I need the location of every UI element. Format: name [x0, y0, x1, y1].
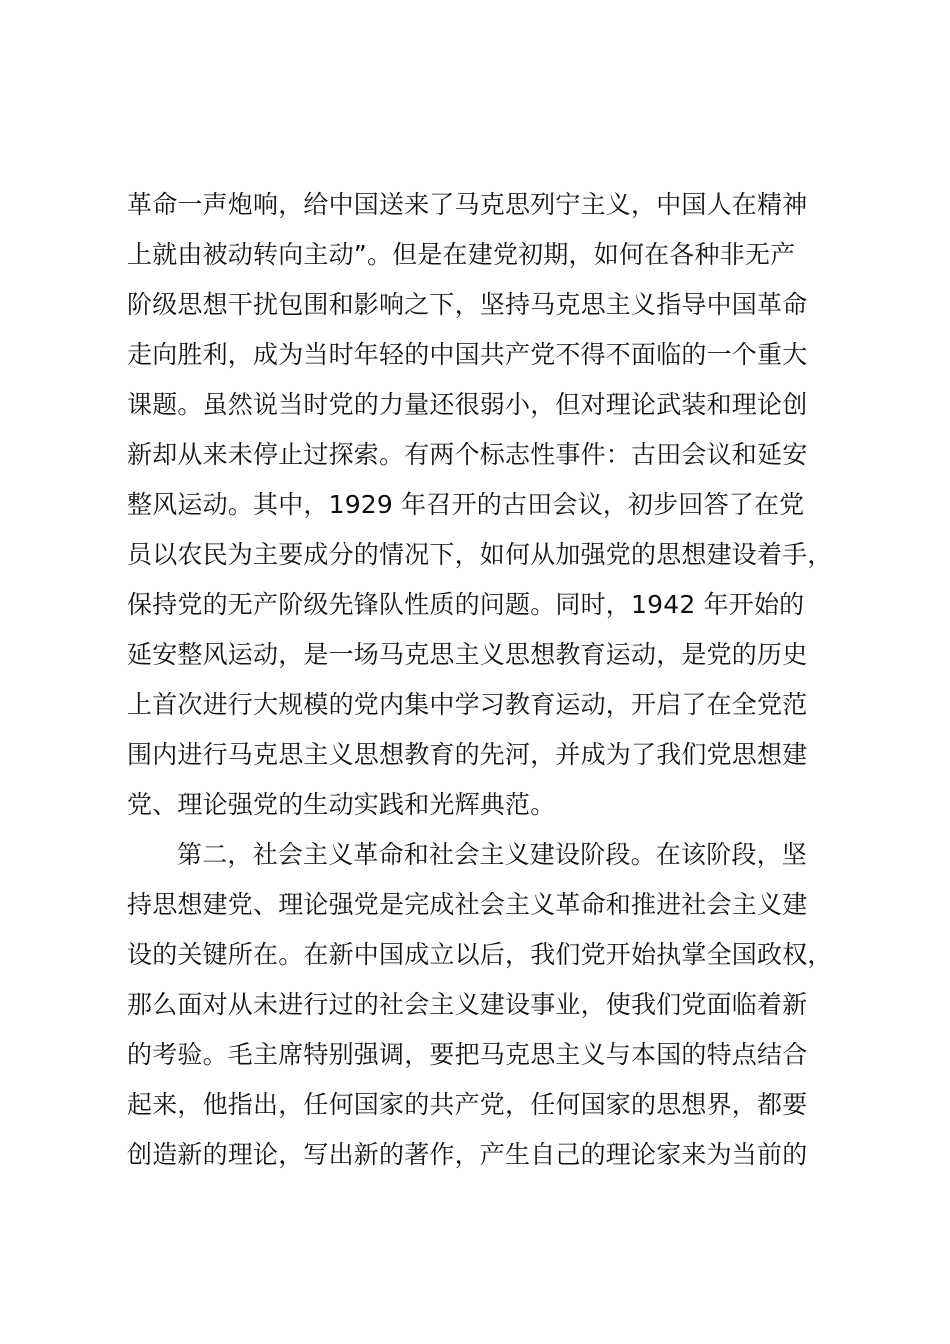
- text-line: 上就由被动转向主动”。但是在建党初期，如何在各种非无产: [127, 240, 796, 269]
- text-line: 革命一声炮响，给中国送来了马克思列宁主义，中国人在精神: [127, 190, 808, 219]
- text-line: 的考验。毛主席特别强调，要把马克思主义与本国的特点结合: [127, 1040, 808, 1069]
- text-line: 课题。虽然说当时党的力量还很弱小，但对理论武装和理论创: [127, 390, 808, 419]
- text-line: 创造新的理论，写出新的著作，产生自己的理论家来为当前的: [127, 1140, 808, 1169]
- paragraph-start-line: 第二，社会主义革命和社会主义建设阶段。在该阶段，坚: [177, 840, 808, 869]
- text-line: 围内进行马克思主义思想教育的先河，并成为了我们党思想建: [127, 740, 808, 769]
- text-line: 党、理论强党的生动实践和光辉典范。: [127, 790, 556, 819]
- text-line: 持思想建党、理论强党是完成社会主义革命和推进社会主义建: [127, 890, 808, 919]
- text-line: 员以农民为主要成分的情况下，如何从加强党的思想建设着手，: [127, 540, 833, 569]
- text-line: 保持党的无产阶级先锋队性质的问题。同时，1942 年开始的: [127, 590, 805, 619]
- text-line: 整风运动。其中，1929 年召开的古田会议，初步回答了在党: [127, 490, 805, 519]
- text-line: 上首次进行大规模的党内集中学习教育运动，开启了在全党范: [127, 690, 808, 719]
- text-line: 那么面对从未进行过的社会主义建设事业，使我们党面临着新: [127, 990, 808, 1019]
- text-line: 起来，他指出，任何国家的共产党，任何国家的思想界，都要: [127, 1090, 808, 1119]
- text-line: 新却从来未停止过探索。有两个标志性事件：古田会议和延安: [127, 440, 808, 469]
- text-line: 延安整风运动，是一场马克思主义思想教育运动，是党的历史: [127, 640, 808, 669]
- text-line: 走向胜利，成为当时年轻的中国共产党不得不面临的一个重大: [127, 340, 808, 369]
- text-line: 设的关键所在。在新中国成立以后，我们党开始执掌全国政权，: [127, 940, 833, 969]
- body-text: [127, 180, 847, 1180]
- text-line: 阶级思想干扰包围和影响之下，坚持马克思主义指导中国革命: [127, 290, 808, 319]
